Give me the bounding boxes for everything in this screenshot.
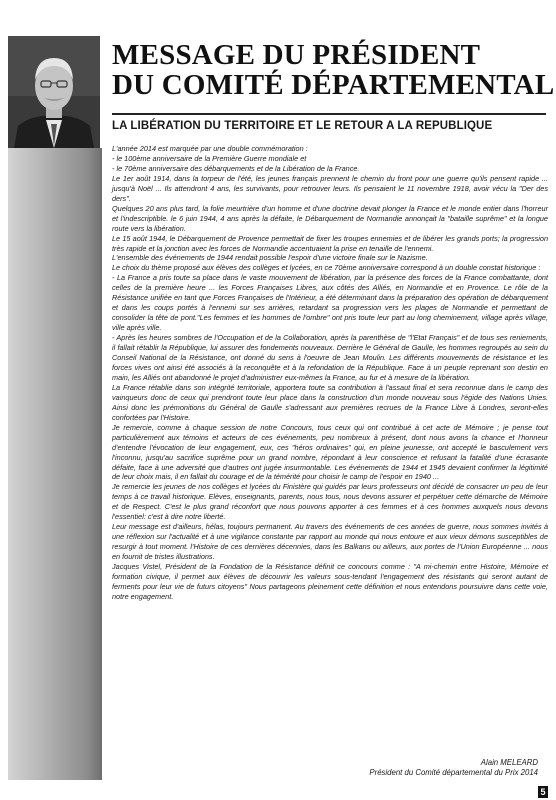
title-line-1: MESSAGE DU PRÉSIDENT bbox=[112, 39, 481, 71]
signature-role: Président du Comité départemental du Prix 2014 bbox=[369, 768, 538, 777]
paragraph: Jacques Vistel, Président de la Fondation de la Résistance définit ce concours comme : "A mi-chemin entre Histoire, Mémoire et formation civique, il permet aux élèves de découvrir les valeurs sous-tendant l'engagement des résistants qui seront autant de ferments pour leur vie de futurs citoyens" Nous partageons pleinement cette définition et nous entendons poursuivre dans cette voie, notre engagement. bbox=[112, 562, 548, 601]
article-body bbox=[112, 144, 548, 602]
portrait-illustration bbox=[8, 36, 100, 148]
paragraph: Le choix du thème proposé aux élèves des collèges et lycées, en ce 70ème anniversaire correspond à un double constat historique : bbox=[112, 263, 541, 273]
paragraph: Quelques 20 ans plus tard, la folie meurtrière d'un homme et d'une doctrine devait plonger la France et le monde entier dans l'horreur et l'indescriptible. le 6 juin 1944, 4 ans après la défaite, le Débarquement de Normandie annonçait la "bataille suprême" et la longue route vers la libération. bbox=[112, 203, 548, 233]
subtitle: LA LIBÉRATION DU TERRITOIRE ET LE RETOUR A LA REPUBLIQUE bbox=[112, 120, 493, 132]
paragraph: La France rétablie dans son intégrité territoriale, apportera toute sa contribution à l'assaut final et sera reconnue dans le camp des vainqueurs donc de ceux qui prendront toute leur place dans la construction d'un monde nouveau sous l'égide des Nations Unies. Ainsi donc les prémonitions du Général de Gaulle s'adressant aux premières recrues de la France Libre à Londres, seront-elles confortées par l'Histoire. bbox=[112, 382, 548, 422]
title-line-2: DU COMITÉ DÉPARTEMENTAL bbox=[112, 69, 555, 101]
paragraph: - La France a pris toute sa place dans le vaste mouvement de libération, par la présence des forces de la France combattante, dont celles de la première heure ... les Forces Françaises Libres, aux côtés des Alliés, en Normandie et en Provence. Le rôle de la Résistance unifiée en tant que Forces Françaises de l'Intérieur, a été déterminant dans la préparation des opération de débarquement et dans les coups portés à l'ennemi sur ses arrières, retardant sa progression vers les plages de Normandie et permettant de consolider la tête de pont."Les femmes et les hommes de l'ombre" ont pris toute leur part au long cheminement, village après village, ville après ville. bbox=[112, 273, 548, 333]
paragraph: Le 15 août 1944, le Débarquement de Provence permettait de fixer les troupes ennemies et de libérer les grands ports; la progression très rapide et la jonction avec les forces de Normandie accentuaient la prise en tenaille de l'ennemi. bbox=[112, 233, 548, 253]
paragraph: - le 70ème anniversaire des débarquements et de la Libération de la France. bbox=[112, 163, 360, 173]
paragraph: - le 100ème anniversaire de la Première Guerre mondiale et bbox=[112, 153, 307, 163]
paragraph: - Après les heures sombres de l'Occupation et de la Collaboration, après la parenthèse de "l'Etat Français" et de tous ses reniements, il fallait rétablir la République, lui assurer des fondements nouveaux. Derrière le Général de Gaulle, les hommes regroupés au sein du Conseil National de la Résistance, ont donné du sens à l'oeuvre de Jean Moulin. Les différents mouvements de résistance et les forces vives ont ainsi été associés à la reconquête et à la refondation de la République. Face à un peuple reprenant son destin en main, les Alliés ont abandonné le projet d'administrer eux-mêmes la France, au fur et à mesure de la libération. bbox=[112, 333, 548, 382]
signature-name: Alain MELEARD bbox=[480, 758, 538, 767]
paragraph: Je remercie les jeunes de nos collèges et lycées du Finistère qui guidés par leurs professeurs ont décidé de consacrer un peu de leur temps à ce travail historique. Elèves, enseignants, parents, nous tous, nous devons assurer et perpétuer cette démarche de Mémoire et de Respect. C'est le plus grand réconfort que nous pouvons apporter à ces femmes et à ces hommes auxquels nous devons l'essentiel: c'est à dire notre liberté. bbox=[112, 482, 548, 522]
page-number: 5 bbox=[538, 786, 548, 798]
paragraph: Leur message est d'ailleurs, hélas, toujours permanent. Au travers des événements de ces années de guerre, nous sommes invités à une réflexion sur l'actualité et à une vigilance constante par rapport au monde qui nous entoure et aux vieux démons susceptibles de resurgir à tout moment. l'Histoire de ces dernières décennies, dans les Balkans ou ailleurs, aux portes de l'Union Européenne ... nous en fournit de tristes illustrations. bbox=[112, 522, 548, 562]
title-divider bbox=[112, 113, 546, 115]
paragraph: L'année 2014 est marquée par une double commémoration : bbox=[112, 144, 308, 153]
paragraph: Le 1er août 1914, dans la torpeur de l'été, les jeunes français prennent le chemin du front pour une guerre qu'ils pensent rapide ... jusqu'à Noël ... Ils attendront 4 ans, les survivants, pour retrouver leurs. Ils pensaient le 11 novembre 1918, avoir vécu la "Der des ders". bbox=[112, 173, 548, 203]
paragraph: Je remercie, comme à chaque session de notre Concours, tous ceux qui ont contribué à cet acte de Mémoire ; je pense tout particulièrement aux témoins et acteurs de ces événements, peu nombreux à présent, dont nous avons la chance et l'honneur d'entendre l'évocation de leur engagement, eux, ces "héros ordinaires" qui, en pleine jeunesse, ont accepté le basculement vers l'inconnu, jusqu'au sacrifice suprême pour un grand nombre, répondant à leur conscience et refusant la fatalité d'une écrasante défaite, face à une adversité que d'autres ont jugée insurmontable. Les événements de 1944 et 1945 devaient confirmer la légitimité de leur choix mais, il en fallait du courage et de la témérité pour choisir le camp de l'espoir en 1940 ... bbox=[112, 422, 548, 482]
paragraph: L'ensemble des événements de 1944 rendait possible l'espoir d'une victoire finale sur le Nazisme. bbox=[112, 253, 428, 263]
signature-block bbox=[369, 758, 538, 778]
page-title bbox=[112, 39, 555, 101]
president-portrait bbox=[8, 36, 100, 148]
decorative-side-panel bbox=[8, 148, 102, 780]
